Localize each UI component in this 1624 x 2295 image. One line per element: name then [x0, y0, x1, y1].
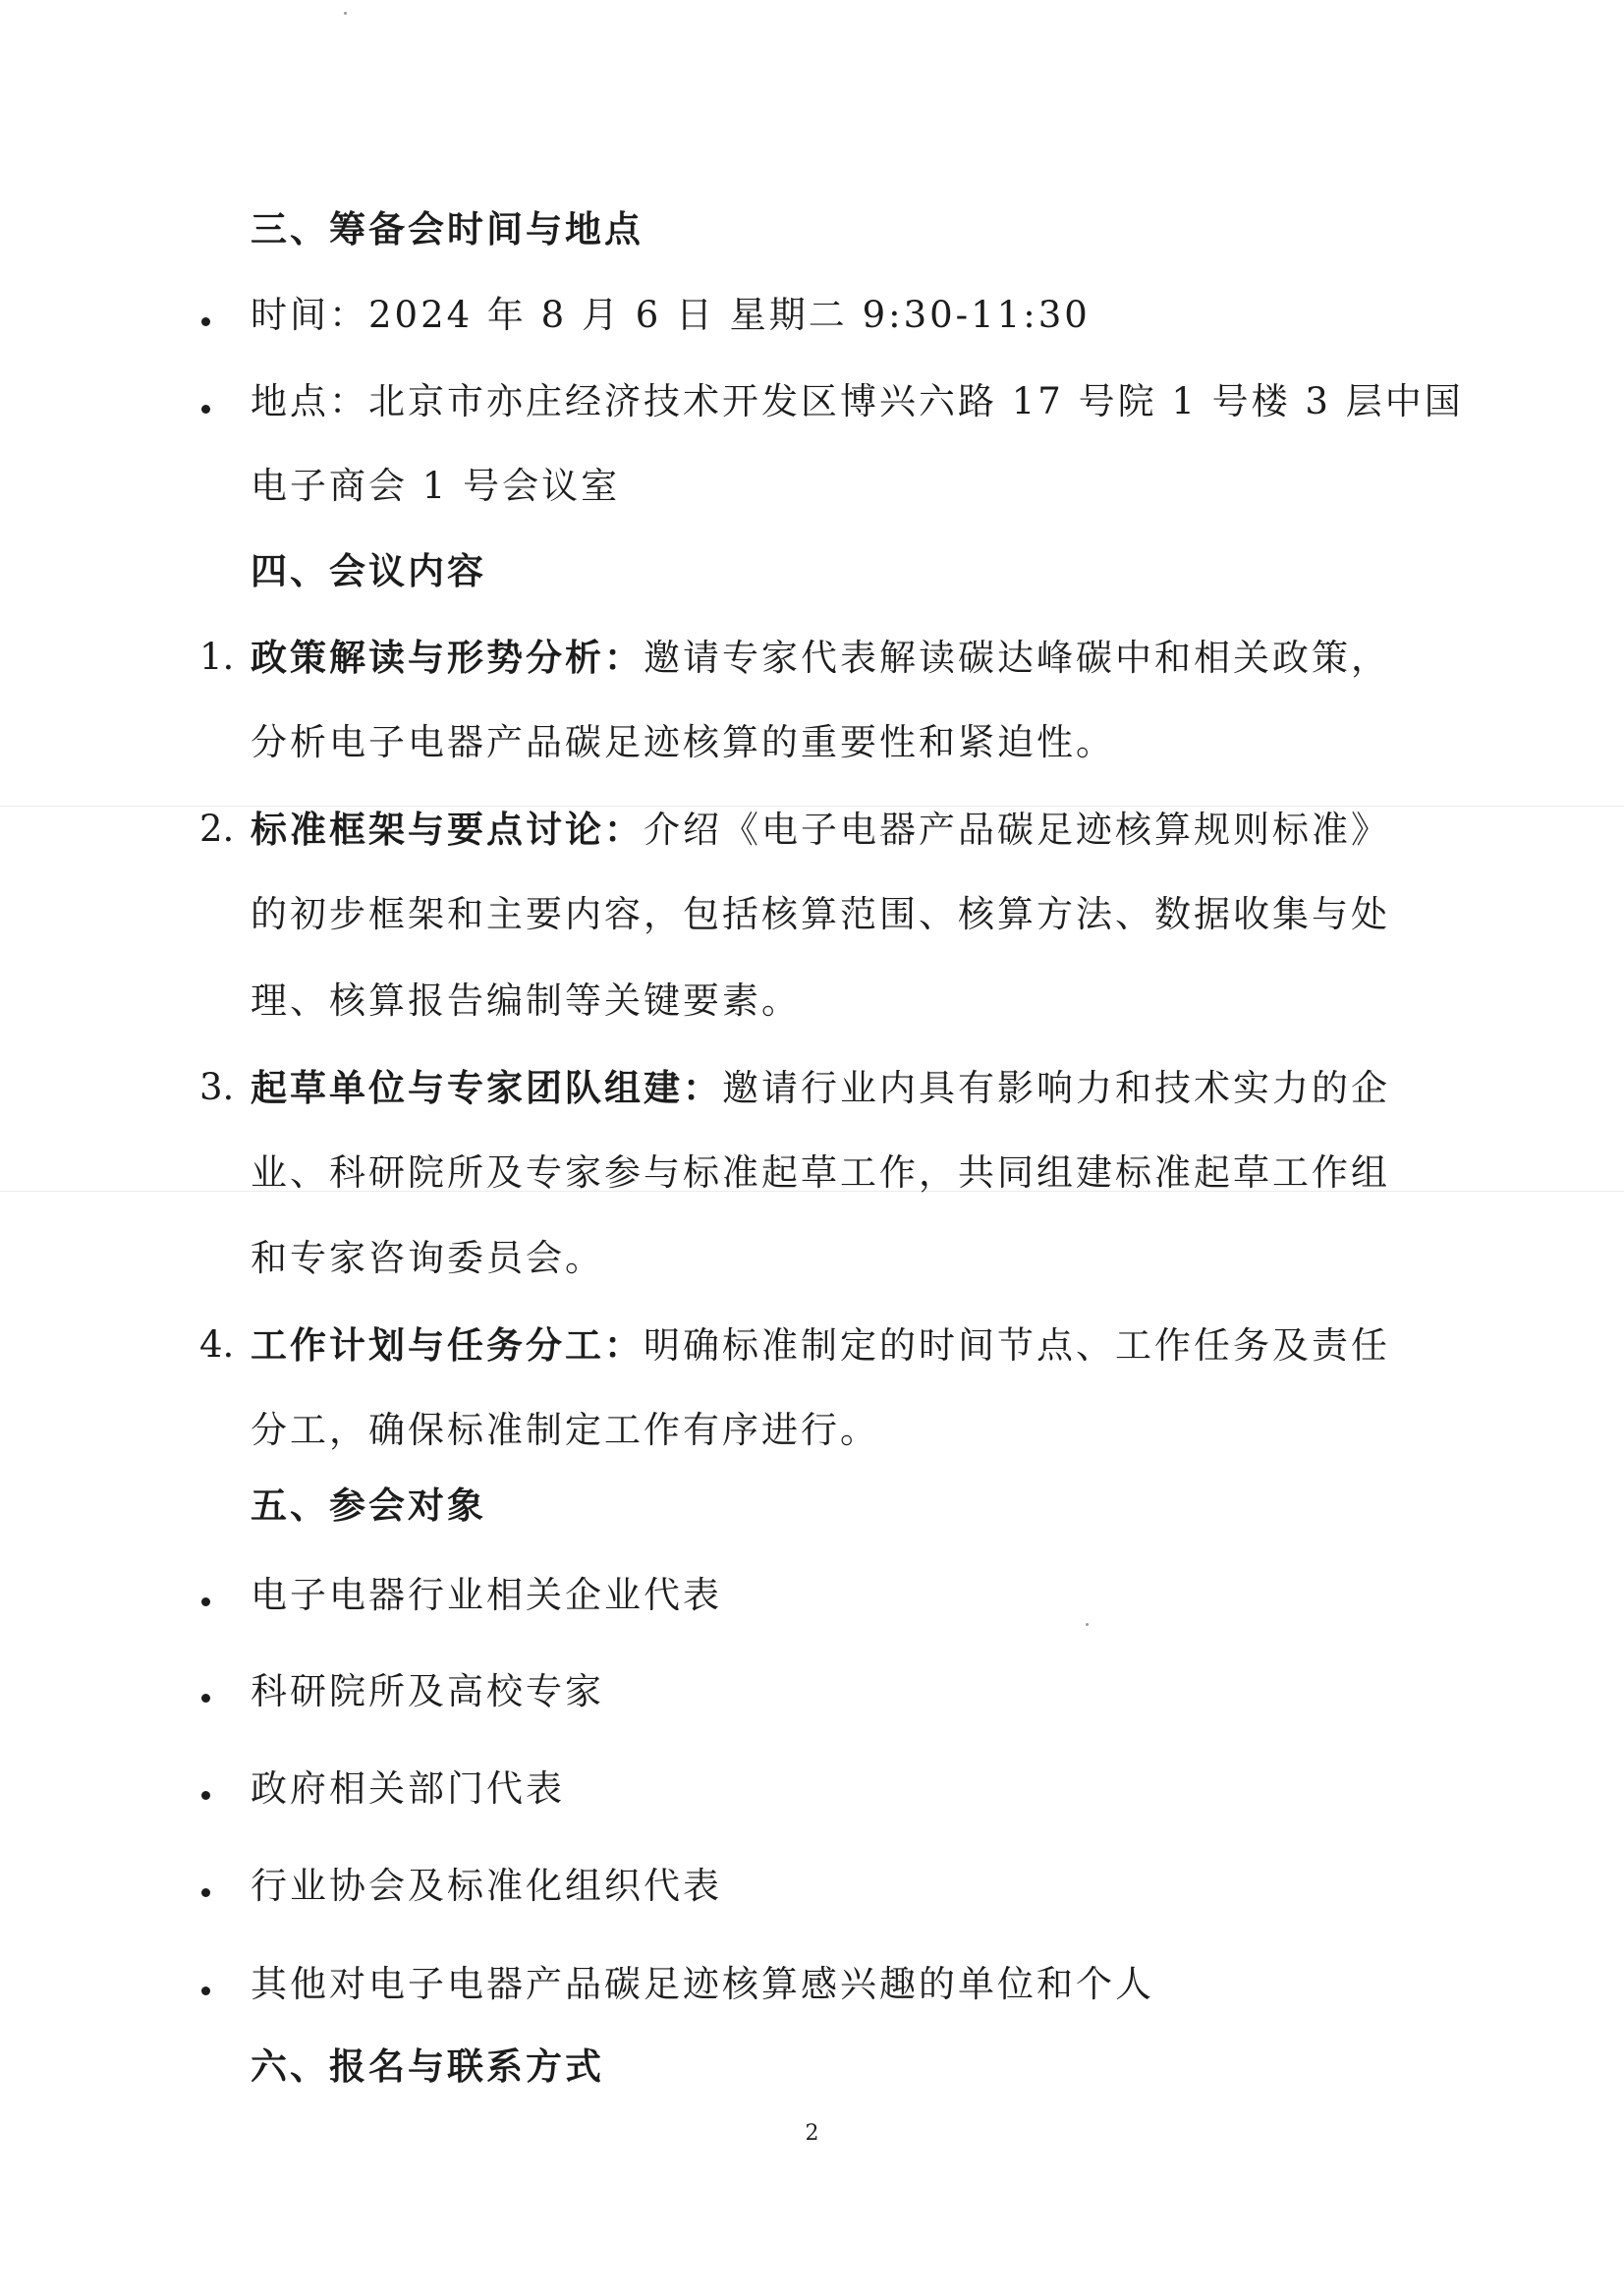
bullet-icon [201, 405, 210, 414]
agenda-item-2-line2: 的初步框架和主要内容，包括核算范围、核算方法、数据收集与处 [251, 893, 1390, 935]
agenda-item-3-line3: 和专家咨询委员会。 [251, 1237, 604, 1279]
attendee-item: 其他对电子电器产品碳足迹核算感兴趣的单位和个人 [251, 1963, 1154, 2005]
bullet-icon [201, 317, 210, 326]
scan-speck [344, 12, 347, 15]
agenda-item-4-line1 [251, 1321, 1390, 1370]
agenda-item-2-line1 [251, 806, 1390, 854]
agenda-item-3-line1 [251, 1064, 1390, 1112]
attendee-item: 科研院所及高校专家 [251, 1670, 604, 1712]
agenda-item-2-line3: 理、核算报告编制等关键要素。 [251, 980, 801, 1022]
section4-heading: 四、会议内容 [251, 549, 486, 592]
agenda-item-1-line1 [251, 634, 1390, 682]
agenda-item-text: 邀请行业内具有影响力和技术实力的企 [722, 1067, 1390, 1109]
agenda-item-title: 起草单位与专家团队组建： [251, 1066, 722, 1109]
agenda-item-3-line2: 业、科研院所及专家参与标准起草工作，共同组建标准起草工作组 [251, 1151, 1390, 1194]
page-number: 2 [805, 2121, 819, 2146]
bullet-icon [201, 1791, 210, 1800]
attendee-item: 电子电器行业相关企业代表 [251, 1574, 722, 1616]
bullet-icon [201, 1888, 210, 1897]
agenda-item-title: 工作计划与任务分工： [251, 1323, 644, 1367]
agenda-item-text: 邀请专家代表解读碳达峰碳中和相关政策， [644, 637, 1390, 679]
agenda-item-text: 介绍《电子电器产品碳足迹核算规则标准》 [644, 809, 1390, 851]
meeting-place-line2: 电子商会 1 号会议室 [251, 465, 621, 507]
list-number: 3. [199, 1066, 235, 1108]
list-number: 4. [199, 1323, 235, 1366]
bullet-icon [201, 1987, 210, 1995]
meeting-place-line1: 地点：北京市亦庄经济技术开发区博兴六路 17 号院 1 号楼 3 层中国 [251, 380, 1464, 422]
list-number: 2. [199, 808, 235, 850]
attendee-item: 政府相关部门代表 [251, 1767, 565, 1810]
agenda-item-4-line2: 分工，确保标准制定工作有序进行。 [251, 1409, 879, 1451]
meeting-time: 时间：2024 年 8 月 6 日 星期二 9:30-11:30 [251, 294, 1091, 336]
section5-heading: 五、参会对象 [251, 1483, 486, 1527]
attendee-item: 行业协会及标准化组织代表 [251, 1865, 722, 1907]
bullet-icon [201, 1597, 210, 1606]
scan-speck [1086, 1623, 1089, 1626]
agenda-item-text: 明确标准制定的时间节点、工作任务及责任 [644, 1324, 1390, 1367]
agenda-item-1-line2: 分析电子电器产品碳足迹核算的重要性和紧迫性。 [251, 721, 1115, 763]
agenda-item-title: 政策解读与形势分析： [251, 636, 644, 679]
section6-heading: 六、报名与联系方式 [251, 2044, 604, 2088]
section3-heading: 三、筹备会时间与地点 [251, 207, 644, 251]
bullet-icon [201, 1694, 210, 1703]
agenda-item-title: 标准框架与要点讨论： [251, 808, 644, 851]
list-number: 1. [199, 636, 235, 678]
